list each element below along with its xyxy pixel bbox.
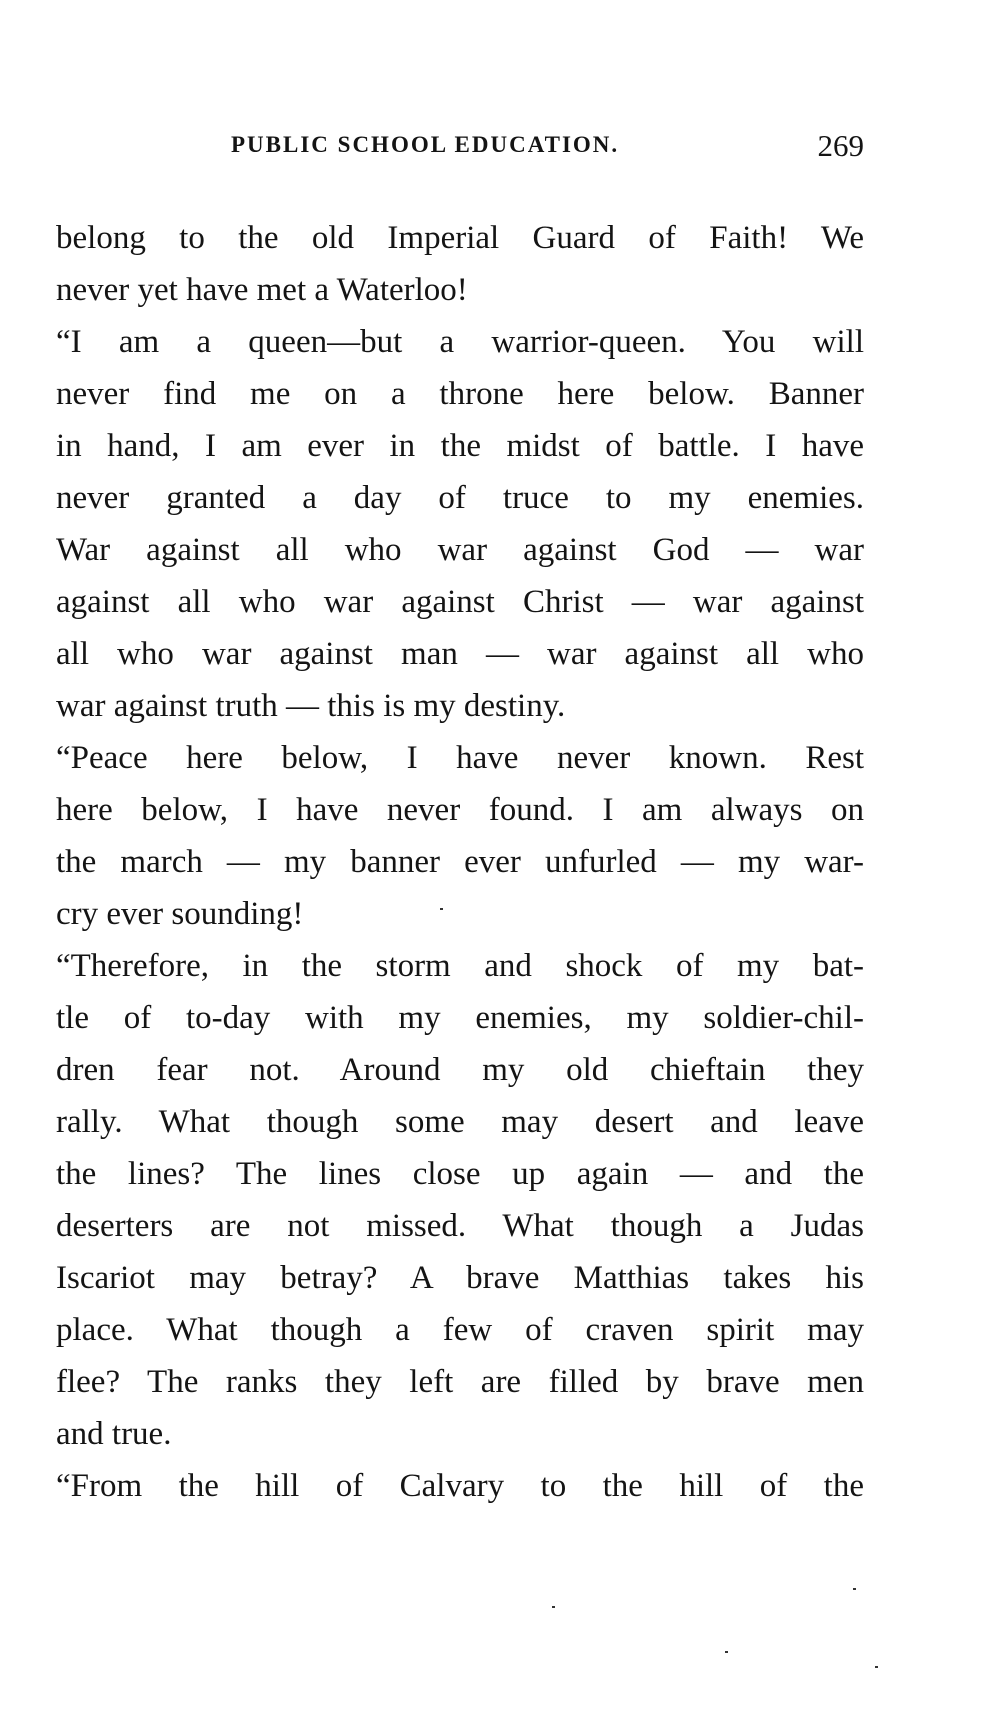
text-line: “I am a queen—but a warrior-queen. You will: [56, 324, 864, 360]
print-speck: [853, 1588, 856, 1590]
running-head: [56, 128, 864, 172]
text-line: against all who war against Christ — war against: [56, 584, 864, 620]
text-line: cry ever sounding!: [56, 896, 304, 932]
text-line: war against truth — this is my destiny.: [56, 688, 566, 724]
print-speck: [552, 1606, 555, 1608]
text-line: dren fear not. Around my old chieftain they: [56, 1052, 864, 1088]
text-line: and true.: [56, 1416, 172, 1452]
text-line: the march — my banner ever unfurled — my war-: [56, 844, 864, 880]
text-line: place. What though a few of craven spirit may: [56, 1312, 864, 1348]
text-line: never granted a day of truce to my enemies.: [56, 480, 864, 516]
text-line: “Therefore, in the storm and shock of my bat-: [56, 948, 864, 984]
text-line: all who war against man — war against all who: [56, 636, 864, 672]
running-title: PUBLIC SCHOOL EDUCATION.: [231, 132, 620, 157]
text-line: in hand, I am ever in the midst of battle. I have: [56, 428, 864, 464]
print-speck: [440, 908, 443, 910]
text-line: tle of to-day with my enemies, my soldier-chil-: [56, 1000, 864, 1036]
page-number: 269: [817, 128, 864, 163]
text-line: never find me on a throne here below. Banner: [56, 376, 864, 412]
text-line: War against all who war against God — war: [56, 532, 864, 568]
text-line: deserters are not missed. What though a Judas: [56, 1208, 864, 1244]
text-line: never yet have met a Waterloo!: [56, 272, 468, 308]
print-speck: [875, 1666, 878, 1668]
text-line: rally. What though some may desert and leave: [56, 1104, 864, 1140]
text-line: flee? The ranks they left are filled by brave men: [56, 1364, 864, 1400]
text-line: here below, I have never found. I am always on: [56, 792, 864, 828]
print-speck: [725, 1651, 728, 1653]
text-line: Iscariot may betray? A brave Matthias takes his: [56, 1260, 864, 1296]
text-line: “Peace here below, I have never known. Rest: [56, 740, 864, 776]
text-line: the lines? The lines close up again — and the: [56, 1156, 864, 1192]
body-text: [56, 212, 864, 1512]
text-line: belong to the old Imperial Guard of Faith! We: [56, 220, 864, 256]
text-line: “From the hill of Calvary to the hill of the: [56, 1468, 864, 1504]
